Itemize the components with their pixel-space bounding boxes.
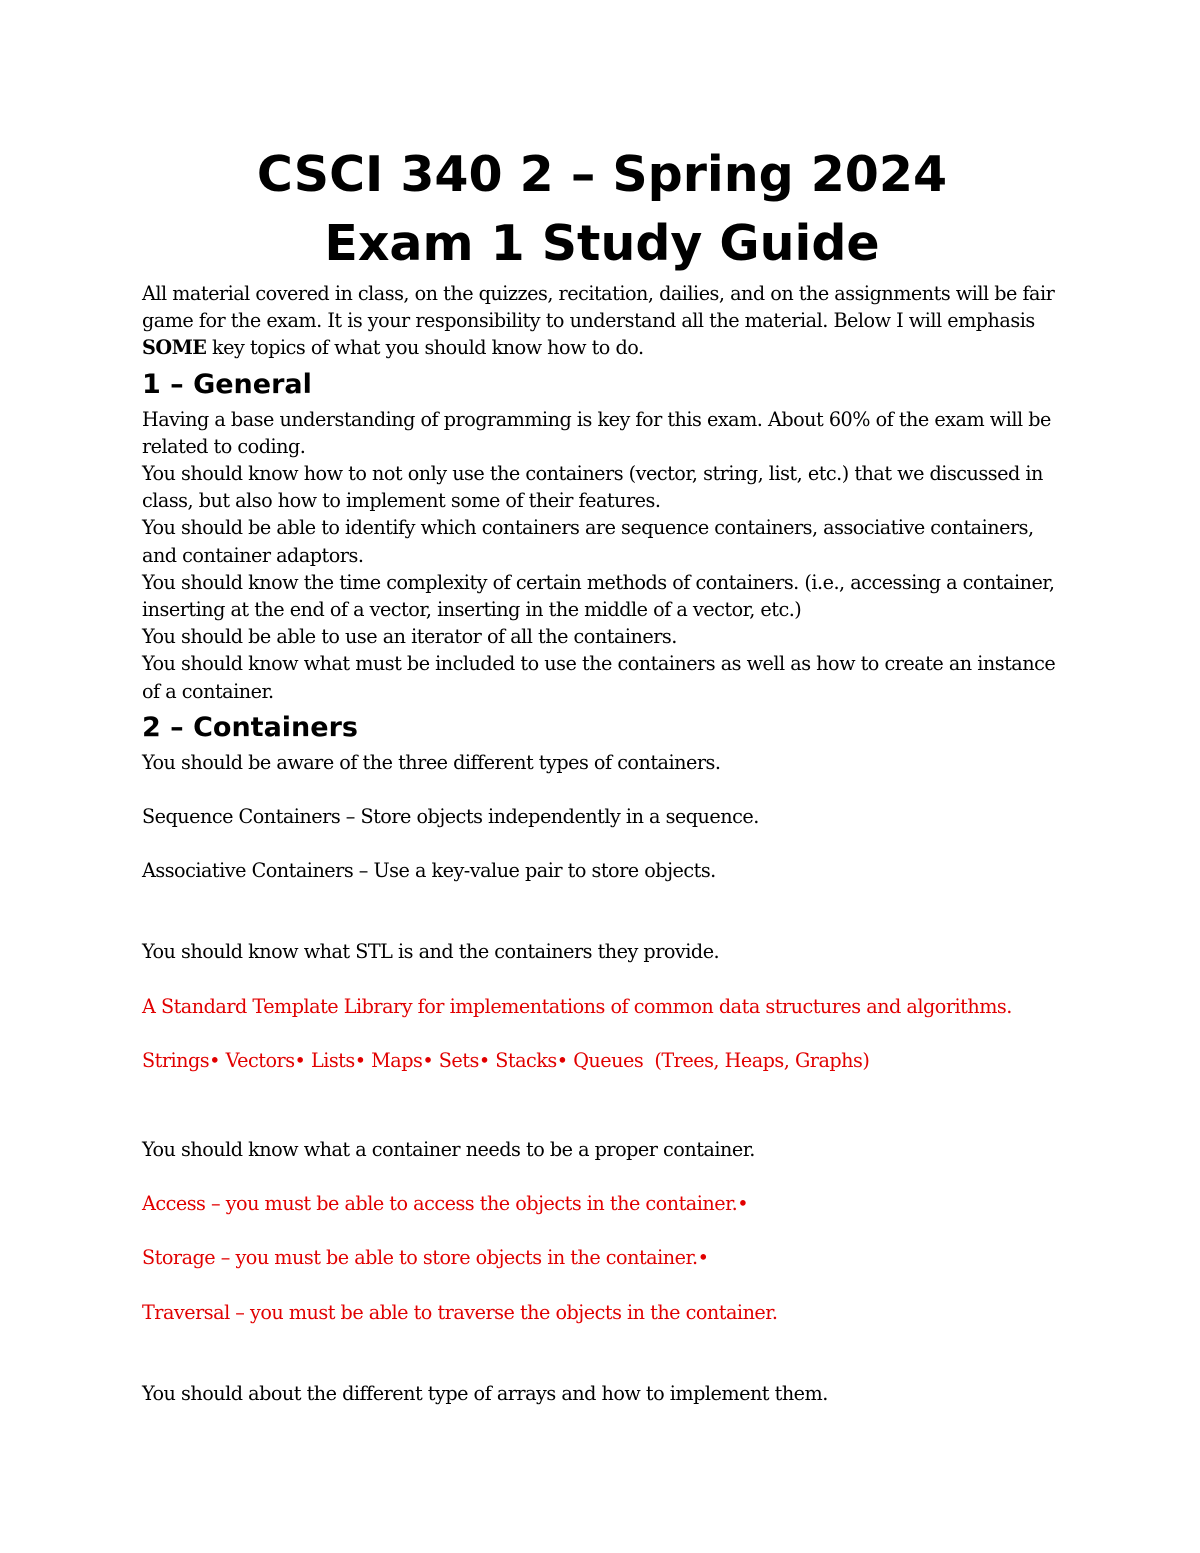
title-line-2: Exam 1 Study Guide — [324, 215, 880, 272]
container-types-intro: You should be aware of the three different types of containers. — [142, 750, 721, 774]
intro-emphasis: SOME — [142, 336, 207, 360]
general-line-2: You should know how to not only use the containers (vector, string, list, etc.) that we discussed in class, but also how to implement some of their features. — [142, 462, 1043, 513]
general-line-3: You should be able to identify which containers are sequence containers, associative containers, and container adaptors. — [142, 516, 1034, 567]
document-title — [142, 140, 1062, 278]
section-1-body — [142, 406, 1062, 705]
title-line-1: CSCI 340 2 – Spring 2024 — [256, 146, 948, 203]
general-line-4: You should know the time complexity of certain methods of containers. (i.e., accessing a container, inserting at the end of a vector, inserting in the middle of a vector, etc.) — [142, 570, 1055, 622]
stl-question: You should know what STL is and the containers they provide. — [142, 940, 720, 964]
section-1-heading: 1 – General — [142, 368, 312, 400]
proper-container-question: You should know what a container needs to be a proper container. — [142, 1138, 755, 1162]
associative-containers-text: Associative Containers – Use a key-value pair to store objects. — [142, 859, 716, 883]
general-line-5: You should be able to use an iterator of all the containers. — [142, 625, 677, 649]
general-line-1: Having a base understanding of programming is key for this exam. About 60% of the exam will be related to coding. — [142, 407, 1051, 458]
sequence-containers-text: Sequence Containers – Store objects independently in a sequence. — [142, 805, 759, 829]
arrays-question: You should about the different type of arrays and how to implement them. — [142, 1381, 828, 1405]
access-requirement: Access – you must be able to access the objects in the container.• — [142, 1192, 749, 1216]
stl-container-list: Strings• Vectors• Lists• Maps• Sets• Stacks• Queues (Trees, Heaps, Graphs) — [142, 1048, 870, 1072]
document-page — [142, 140, 1062, 1407]
stl-answer: A Standard Template Library for implementations of common data structures and algorithms. — [142, 994, 1012, 1018]
storage-requirement: Storage – you must be able to store objects in the container.• — [142, 1246, 709, 1270]
intro-text-end: key topics of what you should know how to do. — [206, 336, 644, 360]
section-2-heading: 2 – Containers — [142, 711, 358, 743]
intro-text: All material covered in class, on the quizzes, recitation, dailies, and on the assignments will be fair game for the exam. It is your responsibility to understand all the material. Below I will emphasis — [142, 282, 1055, 333]
traversal-requirement: Traversal – you must be able to traverse the objects in the container. — [142, 1300, 778, 1324]
general-line-6: You should know what must be included to use the containers as well as how to create an instance of a container. — [142, 652, 1056, 703]
section-2-body — [142, 749, 1062, 1407]
intro-paragraph — [142, 280, 1062, 362]
